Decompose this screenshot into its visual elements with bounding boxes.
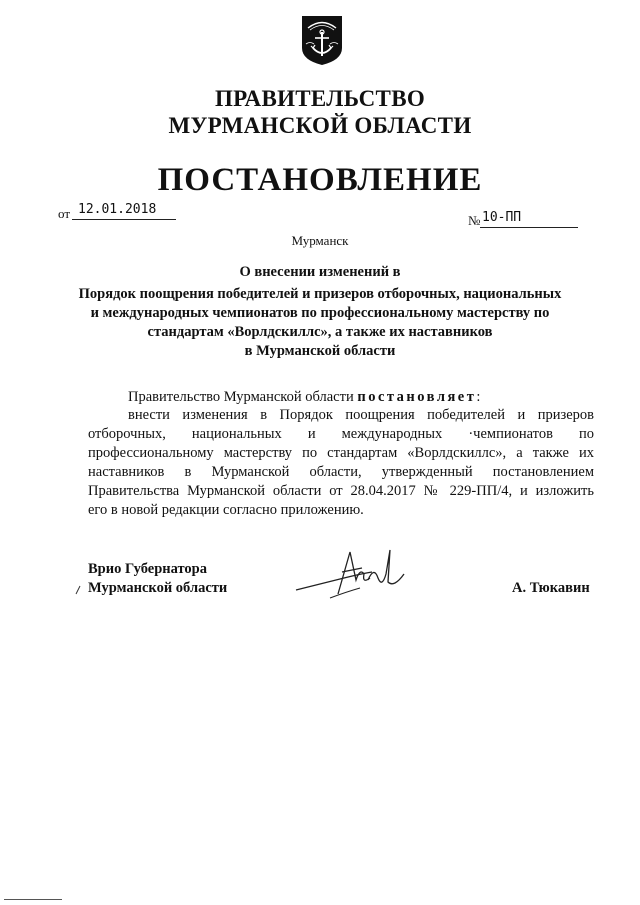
body-line: профессиональному мастерству по стандартам «Ворлдскиллс», а также их [88, 445, 594, 461]
body-line: отборочных, национальных и международных ·чемпионатов по [88, 426, 594, 442]
document-type-title: ПОСТАНОВЛЕНИЕ [157, 162, 483, 198]
organization-name-line1: ПРАВИТЕЛЬСТВО [214, 86, 426, 111]
subject-line: и международных чемпионатов по профессиональному мастерству по [90, 305, 550, 321]
date-prefix: от [58, 206, 71, 221]
body-line: наставников в Мурманской области, утвержденный постановлением [88, 464, 594, 480]
signatory-name: А. Тюкавин [512, 580, 590, 596]
handwritten-signature [290, 544, 414, 606]
preamble-keyword: постановляет [357, 389, 477, 405]
body-line: Правительства Мурманской области от 28.04.2017 № 229-ПП/4, и изложить [88, 483, 594, 499]
subject-line: О внесении изменений в [239, 264, 401, 280]
subject-line: Порядок поощрения победителей и призеров отборочных, национальных [78, 286, 562, 302]
subject-line: в Мурманской области [244, 343, 396, 359]
preamble-colon: : [476, 389, 481, 405]
subject-line: стандартам «Ворлдскиллс», а также их наставников [147, 324, 493, 340]
organization-name-line2: МУРМАНСКОЙ ОБЛАСТИ [168, 113, 472, 138]
resolution-preamble [128, 388, 634, 407]
signatory-title-line2: Мурманской области [88, 580, 228, 596]
margin-mark-icon [74, 585, 82, 595]
body-line: внести изменения в Порядок поощрения победителей и призеров [128, 407, 594, 423]
signatory-title-line1: Врио Губернатора [88, 561, 207, 577]
body-line: его в новой редакции согласно приложению. [88, 502, 364, 518]
footer-rule [4, 899, 62, 900]
city-name: Мурманск [291, 233, 349, 248]
preamble-text: Правительство Мурманской области [128, 389, 358, 405]
number-prefix: № [468, 213, 481, 228]
document-date: 12.01.2018 [72, 202, 176, 220]
document-number: 10-ПП [480, 210, 578, 228]
murmansk-coat-of-arms-icon [300, 14, 344, 66]
